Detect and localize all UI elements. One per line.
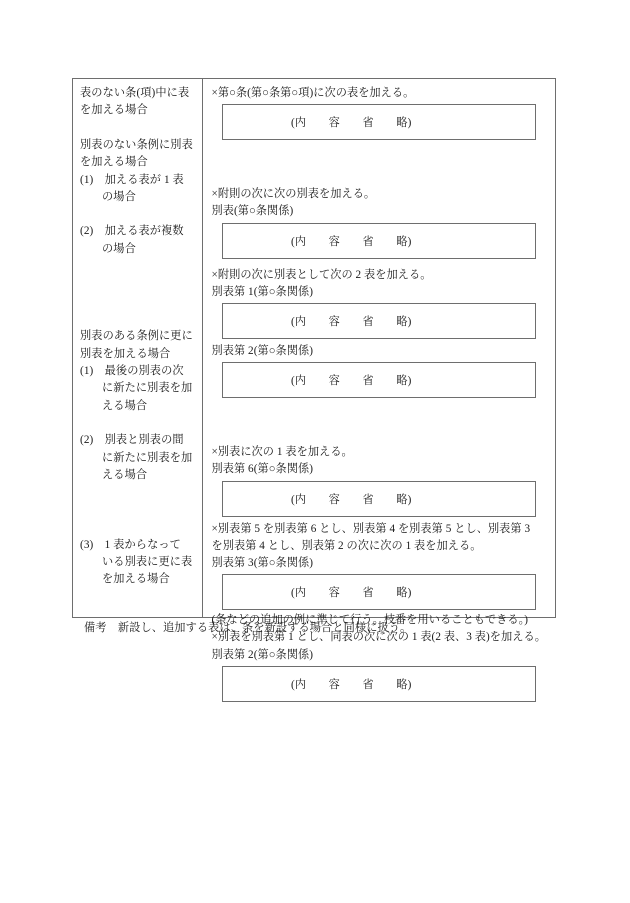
section1-heading-line2: を加える場合: [80, 104, 148, 117]
section2-item1-line1: (1) 加える表が 1 表: [80, 173, 184, 186]
section1-heading-line1: 表のない条(項)中に表: [80, 87, 190, 99]
left-cell-section2-item2: [80, 223, 197, 258]
content-box-6: [222, 574, 536, 610]
entry2-2-table-title-2: 別表第 2(第○条関係): [211, 345, 313, 358]
entry3-2-instruction-line2: を別表第 4 とし、別表第 2 の次に次の 1 表を加える。: [211, 539, 482, 552]
entry2-2-table-title-1: 別表第 1(第○条関係): [211, 285, 313, 298]
section3-heading-line2: 別表を加える場合: [80, 347, 171, 360]
left-cell-section3-item2: [80, 432, 197, 484]
left-spacer-2: [80, 206, 197, 223]
entry3-3-instruction: ×別表を別表第 1 とし、同表の次に次の 1 表(2 表、3 表)を加える。: [211, 631, 546, 644]
content-box-1-label: (内 容 省 略): [290, 117, 412, 130]
section3-item3-line2: いる別表に更に表: [102, 555, 193, 568]
content-box-7-label: (内 容 省 略): [290, 678, 412, 691]
content-box-7: [222, 666, 536, 702]
left-spacer-4: [80, 415, 197, 432]
content-box-4: [222, 362, 536, 398]
entry2-1-table-title: 別表(第○条関係): [211, 205, 294, 218]
content-box-4-label: (内 容 省 略): [290, 375, 412, 388]
section2-heading-line1: 別表のない条例に別表: [80, 138, 193, 151]
entry2-2-instruction: ×附則の次に別表として次の 2 表を加える。: [211, 268, 432, 281]
section3-item2-line2: に新たに別表を加: [102, 451, 193, 464]
left-cell-section2-heading: [80, 137, 197, 172]
left-cell-section3-item3: [80, 537, 197, 589]
entry3-1-instruction: ×別表に次の 1 表を加える。: [211, 446, 353, 459]
section3-item2-line1: (2) 別表と別表の間: [80, 434, 184, 447]
section3-heading-line1: 別表のある条例に更に: [80, 330, 193, 343]
section3-item2-line3: える場合: [102, 469, 148, 482]
left-spacer-3: [80, 258, 197, 328]
content-box-2-label: (内 容 省 略): [290, 235, 412, 248]
entry2-1-instruction: ×附則の次に次の別表を加える。: [211, 188, 376, 201]
content-box-5: [222, 481, 536, 517]
entry3-2-note: (条などの追加の例に準じて行う。枝番を用いることもできる。): [211, 614, 529, 627]
content-box-6-label: (内 容 省 略): [290, 587, 412, 600]
left-spacer-1: [80, 120, 197, 137]
left-cell-section2-item1: [80, 172, 197, 207]
section3-item3-line3: を加える場合: [102, 573, 170, 586]
section2-item1-line2: の場合: [102, 191, 136, 204]
left-cell-section3-heading: [80, 328, 197, 363]
section2-heading-line2: を加える場合: [80, 156, 148, 169]
entry3-2-table-title: 別表第 3(第○条関係): [211, 557, 313, 570]
left-cell-section3-item1: [80, 363, 197, 415]
left-cell-section1: [80, 85, 197, 120]
entry3-3-table-title: 別表第 2(第○条関係): [211, 648, 313, 661]
entry3-2-instruction-line1: ×別表第 5 を別表第 6 とし、別表第 4 を別表第 5 とし、別表第 3: [211, 522, 531, 535]
section2-item2-line2: の場合: [102, 242, 136, 255]
section3-item1-line3: える場合: [102, 399, 148, 412]
section3-item1-line1: (1) 最後の別表の次: [80, 365, 184, 378]
content-box-2: [222, 223, 536, 259]
right-gap-1: [211, 142, 546, 186]
table-left-column: [73, 79, 203, 617]
section3-item3-line1: (3) 1 表からなって: [80, 538, 181, 551]
content-box-5-label: (内 容 省 略): [290, 493, 412, 506]
table-footnote: 備考 新設し、追加する表は、条を新設する場合と同様に扱う。: [84, 622, 412, 634]
entry1-instruction: ×第○条(第○条第○項)に次の表を加える。: [211, 87, 415, 99]
right-gap-4: [211, 400, 546, 444]
content-box-3-label: (内 容 省 略): [290, 316, 412, 329]
entry3-1-table-title: 別表第 6(第○条関係): [211, 463, 313, 476]
content-box-3: [222, 303, 536, 339]
section2-item2-line1: (2) 加える表が複数: [80, 225, 184, 238]
content-box-1: [222, 104, 536, 140]
left-spacer-5: [80, 485, 197, 537]
section3-item1-line2: に新たに別表を加: [102, 382, 193, 395]
